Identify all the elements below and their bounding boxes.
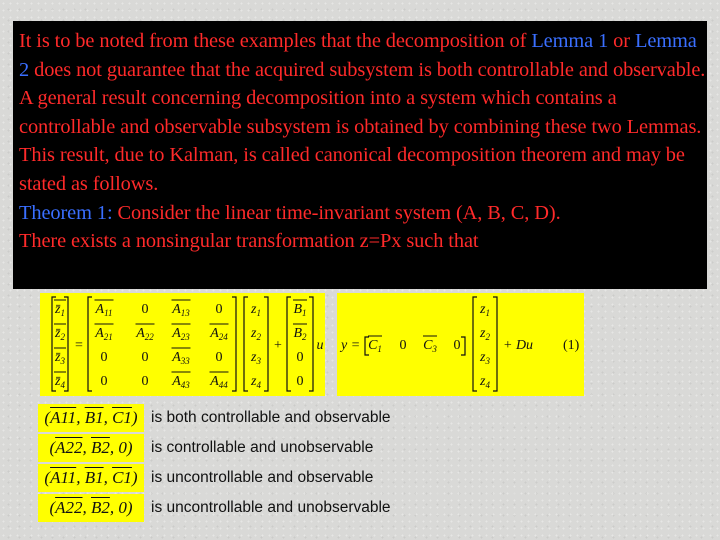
a-matrix-2-2 [135,324,154,342]
a-matrix-4-1 [101,374,108,389]
theorem-statement [19,199,707,228]
para-sentence-1: It is to be noted from these examples that the decomposition of [19,30,532,52]
tuple-4-a: A22 [55,498,83,517]
z-out-right-bracket [493,297,497,391]
lhs-entry-3 [54,348,66,366]
condition-tuple-1: ( A11 , B1 , C1 ) [38,404,144,432]
tuple-1-b: B1 [84,408,104,427]
lhs-entry-1 [54,300,66,318]
svg-text:0: 0 [141,374,149,389]
svg-text:0: 0 [100,374,108,389]
c-entry-2 [400,338,407,353]
a-matrix-2-3 [171,324,190,342]
b-entry-1 [293,300,307,318]
condition-tuple-4: ( A22 , B2 , 0 ) [38,494,144,522]
a-matrix-1-3 [171,300,190,318]
para-sentence-rest: does not guarantee that the acquired subsystem is both controllable and observable. A general result concerning decomposition into a system which contains a controllable and observable subsystem is obtained by combining these two Lemmas. This result, due to Kalman, is called canonical decomposition theorem and may be stated as follows. [19,58,706,195]
lhs-entry-2 [54,324,66,342]
state-equation-svg [40,293,325,396]
svg-text:C1: $C_1$ [368,338,382,354]
svg-text:A23: $A_{23}$ [172,326,190,342]
svg-text:0: 0 [141,350,149,365]
lemma-2-ref: Lemma 2 [19,30,697,81]
svg-text:C3: $C_3$ [423,338,437,354]
svg-text:A43: $A_{43}$ [172,374,190,390]
z-out-entry-2 [479,326,490,342]
svg-text:0: 0 [453,338,461,353]
svg-text:0: 0 [296,374,304,389]
z-out-entry-3 [479,350,490,366]
c-row-right-bracket [461,337,465,355]
b-vector-right-bracket [309,297,313,391]
tuple-2-b: B2 [91,438,110,457]
svg-text:A22: $A_{22}$ [136,326,154,342]
svg-text:u: u [316,338,324,353]
z-vector-right-bracket [264,297,268,391]
a-matrix-4-4 [209,372,228,390]
tuple-4-b: B2 [91,498,110,517]
svg-text:z1: $z_1$ [251,302,261,318]
svg-text:z2: $z_2$ [480,326,490,342]
condition-row-3 [38,464,373,492]
tuple-1-c: C1 [112,408,132,427]
svg-text:B1: $B_1$ [293,302,307,318]
lhs-entry-4 [54,372,66,390]
svg-text:0: 0 [399,338,407,353]
svg-text:z̄4: $z̄_4$ [55,374,65,390]
svg-text:z̄3: $z̄_3$ [55,350,65,366]
a-matrix-3-1 [101,350,108,365]
c-entry-3 [423,336,437,354]
output-lhs: y = [341,338,361,353]
du-term: + Du [503,338,534,353]
b-entry-2 [293,324,307,342]
condition-tuple-3: ( A11 , B1 , C1 ) [38,464,144,492]
svg-text:z̄1: $z̄_1$ [55,302,65,318]
condition-tuple-2: ( A22 , B2 , 0 ) [38,434,144,462]
a-matrix-2-1 [94,324,113,342]
svg-text:z1: $z_1$ [480,302,490,318]
a-matrix-1-2 [142,302,149,317]
tuple-3-b: B1 [84,468,104,487]
condition-text-2: is controllable and unobservable [151,439,374,456]
a-matrix-right-bracket [232,297,236,391]
a-matrix-3-3 [171,348,190,366]
tuple-2-c: 0 [118,438,127,457]
svg-text:0: 0 [215,350,223,365]
z-entry-2 [250,326,261,342]
a-matrix-4-2 [142,374,149,389]
equals-sign: = [75,338,83,353]
z-entry-3 [250,350,261,366]
condition-row-2 [38,434,373,462]
a-matrix-1-4 [216,302,223,317]
svg-text:z3: $z_3$ [251,350,261,366]
svg-text:A44: $A_{44}$ [210,374,228,390]
z-vector-left-bracket [244,297,248,391]
svg-text:A13: $A_{13}$ [172,302,190,318]
a-matrix-1-1 [95,300,114,318]
svg-text:0: 0 [100,350,108,365]
z-out-entry-1 [479,302,490,318]
z-out-left-bracket [473,297,477,391]
tuple-1-a: A11 [50,408,77,427]
theorem-line-1: Consider the linear time-invariant system (A, B, C, D). [112,201,561,224]
a-matrix-3-2 [142,350,149,365]
z-entry-1 [250,302,261,318]
c-entry-1 [368,336,382,354]
svg-text:z̄2: $z̄_2$ [55,326,65,342]
svg-text:0: 0 [296,350,304,365]
c-entry-4 [454,338,461,353]
z-entry-4 [250,374,261,390]
plus-sign: + [274,338,282,353]
svg-text:0: 0 [215,302,223,317]
intro-paragraph [19,27,709,199]
condition-row-4 [38,494,391,522]
svg-text:z4: $z_4$ [480,374,490,390]
input-u [317,338,324,353]
equation-number: (1) [563,338,580,353]
tuple-3-c: C1 [112,468,132,487]
a-matrix-2-4 [209,324,228,342]
a-matrix-left-bracket [88,297,92,391]
para-or: or [608,30,635,52]
z-out-entry-4 [479,374,490,390]
tuple-4-c: 0 [118,498,127,517]
output-equation-svg [337,293,584,396]
condition-row-1 [38,404,391,432]
output-equation [337,293,584,396]
theorem-text-box [13,21,707,289]
svg-text:B2: $B_2$ [293,326,307,342]
condition-text-4: is uncontrollable and unobservable [151,499,391,516]
svg-text:z4: $z_4$ [251,374,261,390]
lemma-1-ref: Lemma 1 [531,30,609,52]
svg-text:z2: $z_2$ [251,326,261,342]
svg-text:A21: $A_{21}$ [95,326,113,342]
svg-text:A11: $A_{11}$ [95,302,113,318]
tuple-2-a: A22 [55,438,83,457]
b-entry-4 [297,374,304,389]
svg-text:z3: $z_3$ [480,350,490,366]
state-equation [40,293,325,396]
theorem-line-2: There exists a nonsingular transformation z=Px such that [19,230,479,253]
condition-text-3: is uncontrollable and observable [151,469,374,486]
svg-text:0: 0 [141,302,149,317]
a-matrix-3-4 [216,350,223,365]
b-vector-left-bracket [287,297,291,391]
svg-text:A24: $A_{24}$ [210,326,228,342]
theorem-label: Theorem 1: [19,201,113,224]
a-matrix-4-3 [171,372,190,390]
condition-text-1: is both controllable and observable [151,409,391,426]
tuple-3-a: A11 [50,468,77,487]
b-entry-3 [297,350,304,365]
svg-text:A33: $A_{33}$ [172,350,190,366]
